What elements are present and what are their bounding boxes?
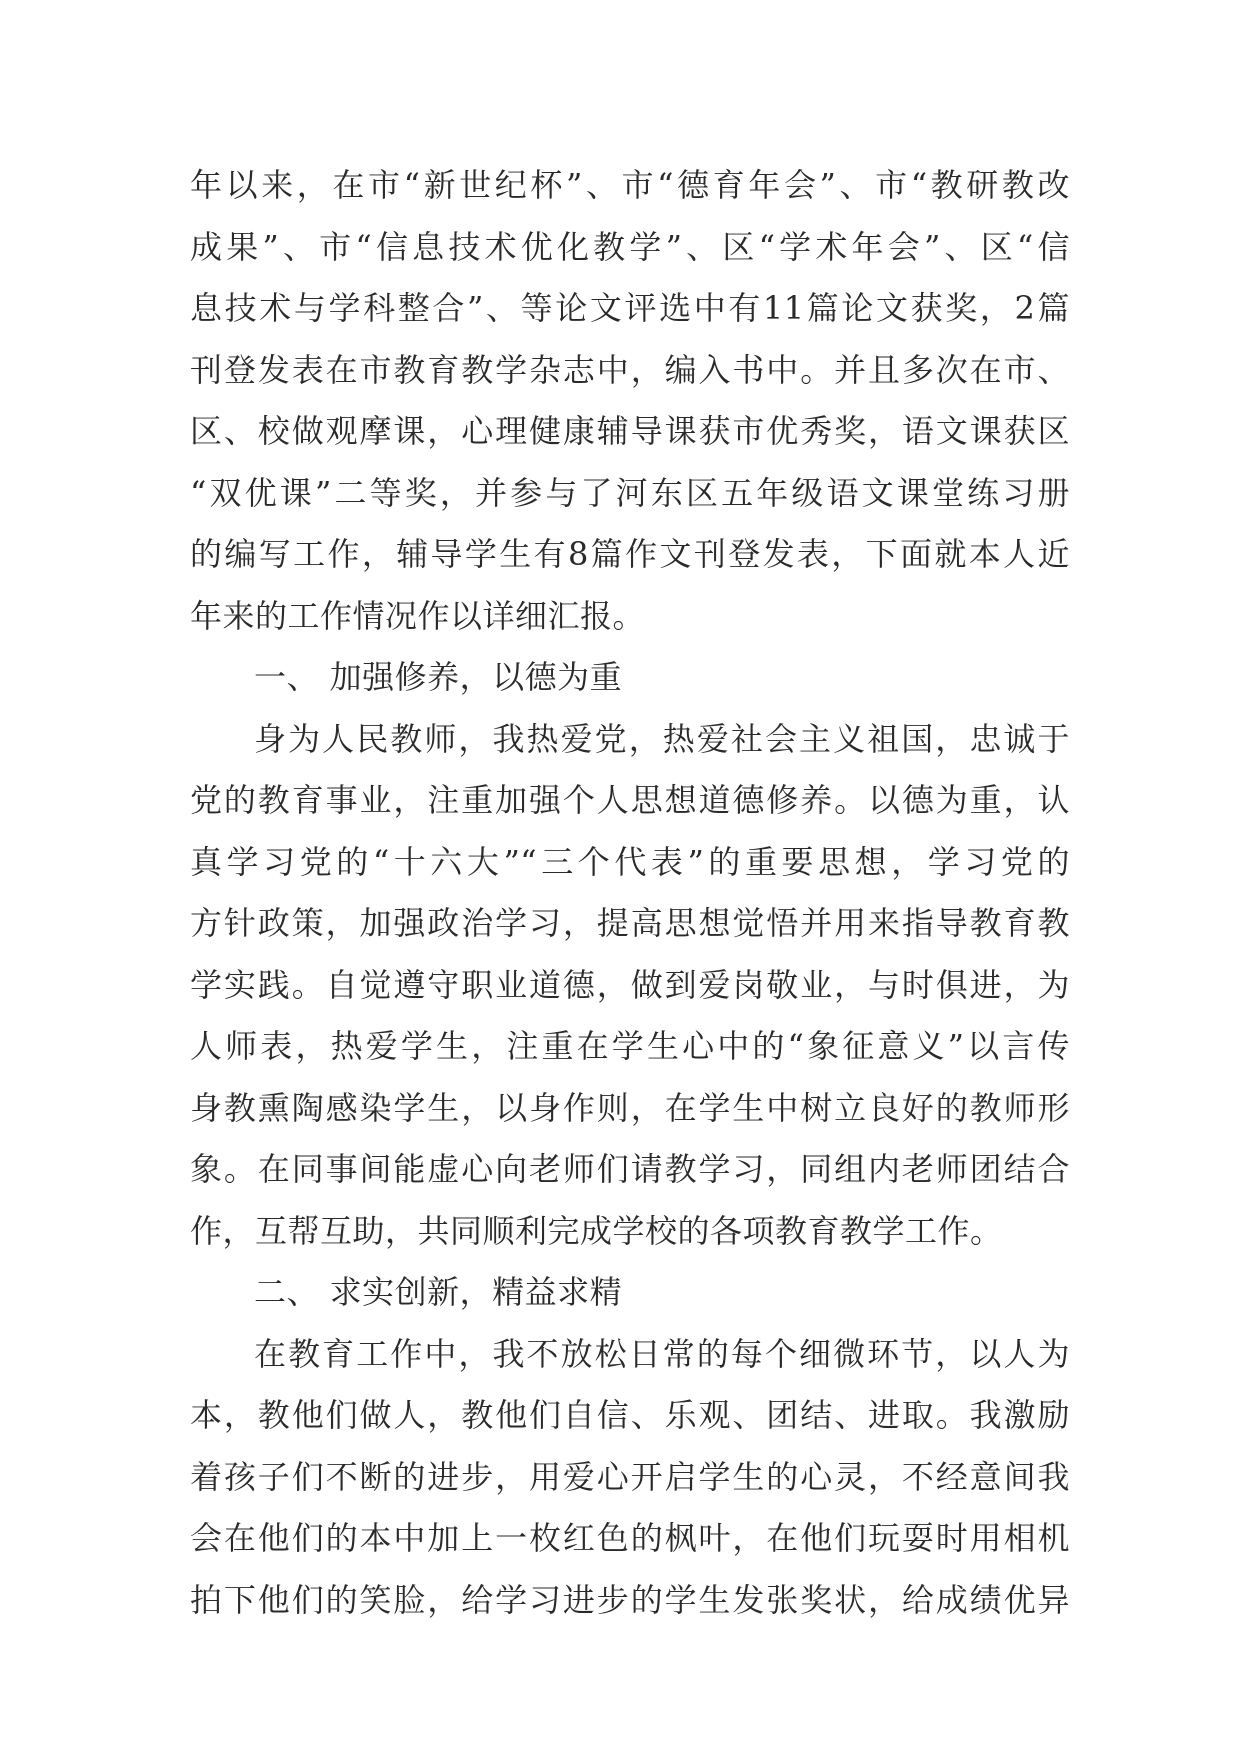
text-line: 的编写工作，辅导学生有8篇作文刊登发表，下面就本人近	[190, 535, 1070, 573]
text-line: 象。在同事间能虚心向老师们请教学习，同组内老师团结合	[190, 1150, 1070, 1188]
text-line: 年来的工作情况作以详细汇报。	[190, 596, 646, 635]
text-line: 二、 求实创新，精益求精	[254, 1273, 623, 1311]
text-line: 区、校做观摩课，心理健康辅导课获市优秀奖，语文课获区	[190, 412, 1070, 450]
body-text	[190, 155, 1070, 1631]
text-line: 党的教育事业，注重加强个人思想道德修养。以德为重，认	[190, 781, 1070, 819]
text-line: 真学习党的“十六大”“三个代表”的重要思想，学习党的	[190, 842, 1070, 881]
text-line: 作，互帮互助，共同顺利完成学校的各项教育教学工作。	[190, 1211, 1003, 1250]
text-line: 息技术与学科整合”、等论文评选中有11篇论文获奖，2篇	[190, 289, 1070, 327]
text-line: 拍下他们的笑脸，给学习进步的学生发张奖状，给成绩优异	[190, 1580, 1070, 1619]
text-line: 会在他们的本中加上一枚红色的枫叶，在他们玩耍时用相机	[190, 1519, 1070, 1557]
text-line: 人师表，热爱学生，注重在学生心中的“象征意义”以言传	[190, 1027, 1070, 1065]
text-line: 成果”、市“信息技术优化教学”、区“学术年会”、区“信	[190, 227, 1070, 266]
text-line: 刊登发表在市教育教学杂志中，编入书中。并且多次在市、	[190, 350, 1070, 389]
text-line: “双优课”二等奖，并参与了河东区五年级语文课堂练习册	[190, 473, 1070, 512]
text-line: 在教育工作中，我不放松日常的每个细微环节，以人为	[254, 1334, 1070, 1373]
text-line: 身为人民教师，我热爱党，热爱社会主义祖国，忠诚于	[254, 719, 1070, 758]
text-line: 着孩子们不断的进步，用爱心开启学生的心灵，不经意间我	[190, 1457, 1070, 1496]
text-line: 学实践。自觉遵守职业道德，做到爱岗敬业，与时俱进，为	[190, 965, 1070, 1004]
text-line: 方针政策，加强政治学习，提高思想觉悟并用来指导教育教	[190, 904, 1070, 942]
text-line: 一、 加强修养，以德为重	[254, 658, 623, 696]
text-line: 本，教他们做人，教他们自信、乐观、团结、进取。我激励	[190, 1396, 1070, 1434]
text-line: 年以来，在市“新世纪杯”、市“德育年会”、市“教研教改	[190, 166, 1070, 204]
text-line: 身教熏陶感染学生，以身作则，在学生中树立良好的教师形	[190, 1088, 1070, 1127]
